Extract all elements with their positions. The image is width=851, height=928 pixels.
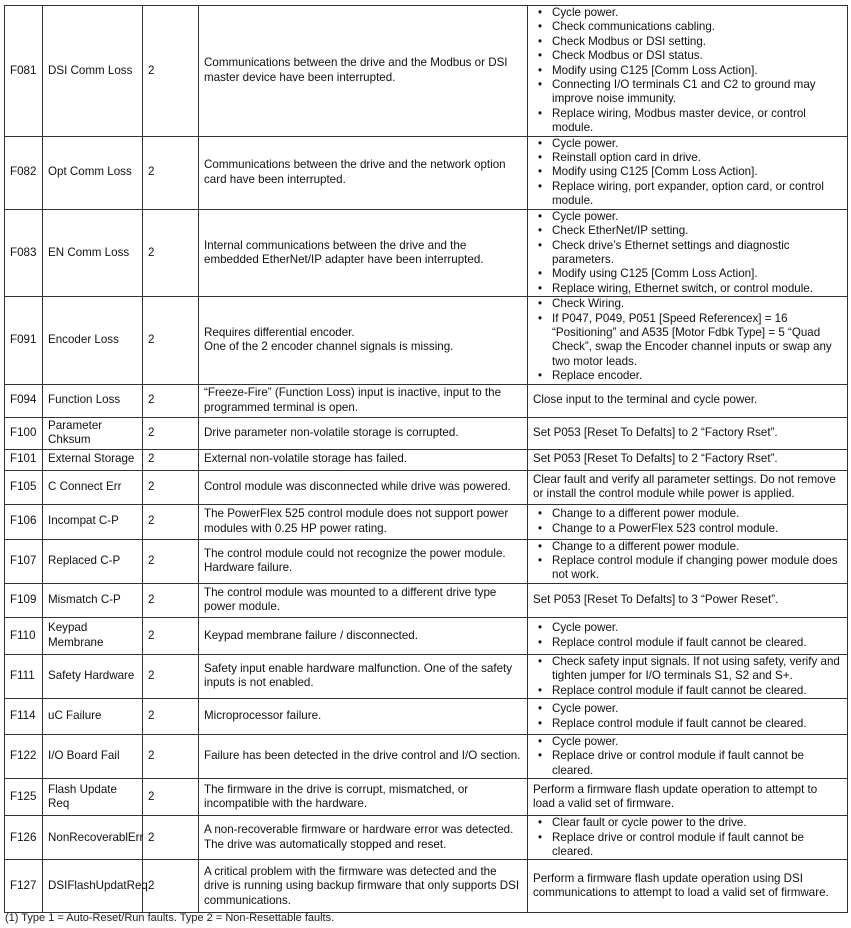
fault-description xyxy=(199,860,528,913)
description-line: Communications between the drive and the Modbus or DSI master device have been interrupted. xyxy=(204,56,508,84)
action-item: • Replace wiring, Ethernet switch, or control module. xyxy=(533,282,842,296)
fault-row xyxy=(5,417,848,449)
fault-row xyxy=(5,539,848,583)
fault-action xyxy=(528,6,848,137)
fault-name: Flash Update Req xyxy=(43,779,143,816)
fault-action xyxy=(528,654,848,698)
description-line: A critical problem with the firmware was detected and the drive is running using backup firmware that only supports DSI communications. xyxy=(204,864,520,907)
fault-code: F109 xyxy=(5,583,43,617)
description-line: Drive parameter non-volatile storage is corrupted. xyxy=(204,425,459,439)
action-list xyxy=(533,816,842,859)
action-item: • Replace drive or control module if fault cannot be cleared. xyxy=(533,831,842,860)
fault-description xyxy=(199,699,528,735)
fault-action: Clear fault and verify all parameter settings. Do not remove or install the control module while power is applied. xyxy=(528,470,848,504)
description-line: The control module could not recognize the power module. Hardware failure. xyxy=(204,546,506,575)
fault-type: 2 xyxy=(143,449,199,470)
fault-type: 2 xyxy=(143,735,199,779)
action-item: • Modify using C125 [Comm Loss Action]. xyxy=(533,267,842,281)
fault-code: F106 xyxy=(5,504,43,539)
fault-type: 2 xyxy=(143,617,199,654)
description-line: Safety input enable hardware malfunction. One of the safety inputs is not enabled. xyxy=(204,661,513,690)
fault-name: Encoder Loss xyxy=(43,297,143,384)
action-list xyxy=(533,6,842,136)
fault-name: External Storage xyxy=(43,449,143,470)
fault-description xyxy=(199,297,528,384)
description-line: “Freeze-Fire” (Function Loss) input is inactive, input to the programmed terminal is open. xyxy=(204,386,502,414)
fault-row xyxy=(5,136,848,209)
fault-description xyxy=(199,136,528,209)
action-item: • Replace control module if fault cannot be cleared. xyxy=(533,717,842,731)
fault-code: F127 xyxy=(5,860,43,913)
fault-name: DSIFlashUpdatReq xyxy=(43,860,143,913)
fault-code: F105 xyxy=(5,470,43,504)
action-item: • Connecting I/O terminals C1 and C2 to ground may improve noise immunity. xyxy=(533,78,842,107)
fault-description xyxy=(199,539,528,583)
action-list xyxy=(533,735,842,778)
action-item: • Cycle power. xyxy=(533,6,842,20)
footnote: (1) Type 1 = Auto-Reset/Run faults. Type 2 = Non-Resettable faults. xyxy=(5,912,335,924)
description-line: The firmware in the drive is corrupt, mismatched, or incompatible with the hardware. xyxy=(204,782,469,811)
fault-type: 2 xyxy=(143,504,199,539)
fault-row xyxy=(5,6,848,137)
action-item: • Cycle power. xyxy=(533,210,842,224)
fault-table-body xyxy=(5,6,848,913)
fault-action: Perform a firmware flash update operation using DSI communications to attempt to load a valid set of firmware. xyxy=(528,860,848,913)
action-item: • Reinstall option card in drive. xyxy=(533,151,842,165)
fault-type: 2 xyxy=(143,779,199,816)
action-item: • Replace wiring, port expander, option card, or control module. xyxy=(533,180,842,209)
action-item: • Replace wiring, Modbus master device, or control module. xyxy=(533,107,842,136)
fault-code: F091 xyxy=(5,297,43,384)
action-item: • Check Wiring. xyxy=(533,297,842,311)
fault-description xyxy=(199,384,528,417)
fault-action xyxy=(528,136,848,209)
description-line: Failure has been detected in the drive control and I/O section. xyxy=(204,749,521,763)
fault-type: 2 xyxy=(143,209,199,296)
fault-type: 2 xyxy=(143,136,199,209)
fault-row xyxy=(5,583,848,617)
description-line: Communications between the drive and the network option card have been interrupted. xyxy=(204,158,506,186)
fault-table xyxy=(4,5,848,913)
fault-type: 2 xyxy=(143,297,199,384)
fault-action xyxy=(528,504,848,539)
fault-code: F083 xyxy=(5,209,43,296)
action-item: • Check drive’s Ethernet settings and diagnostic parameters. xyxy=(533,239,842,268)
description-line: The PowerFlex 525 control module does not support power modules with 0.25 HP power rating. xyxy=(204,507,509,535)
fault-action: Close input to the terminal and cycle power. xyxy=(528,384,848,417)
action-item: • Replace encoder. xyxy=(533,369,842,383)
action-item: • Cycle power. xyxy=(533,735,842,749)
fault-code: F126 xyxy=(5,816,43,860)
fault-type: 2 xyxy=(143,539,199,583)
fault-description xyxy=(199,6,528,137)
action-list xyxy=(533,507,842,536)
description-line: The control module was mounted to a different drive type power module. xyxy=(204,585,497,614)
action-item: • Check communications cabling. xyxy=(533,20,842,34)
action-item: • Replace control module if changing power module does not work. xyxy=(533,554,842,583)
action-item: • Replace drive or control module if fault cannot be cleared. xyxy=(533,749,842,778)
fault-code: F100 xyxy=(5,417,43,449)
fault-row xyxy=(5,449,848,470)
fault-name: EN Comm Loss xyxy=(43,209,143,296)
fault-row xyxy=(5,297,848,384)
fault-description xyxy=(199,449,528,470)
description-line: Internal communications between the drive and the embedded EtherNet/IP adapter have been interrupted. xyxy=(204,238,484,266)
description-line: External non-volatile storage has failed. xyxy=(204,452,408,466)
fault-description xyxy=(199,617,528,654)
action-item: • Cycle power. xyxy=(533,137,842,151)
action-list xyxy=(533,210,842,296)
fault-code: F107 xyxy=(5,539,43,583)
fault-type: 2 xyxy=(143,384,199,417)
fault-type: 2 xyxy=(143,6,199,137)
fault-type: 2 xyxy=(143,583,199,617)
description-line: A non-recoverable firmware or hardware error was detected. The drive was automatically stopped and reset. xyxy=(204,823,514,851)
fault-name: Function Loss xyxy=(43,384,143,417)
fault-code: F125 xyxy=(5,779,43,816)
action-item: • Check EtherNet/IP setting. xyxy=(533,224,842,238)
action-item: • Modify using C125 [Comm Loss Action]. xyxy=(533,165,842,179)
fault-row xyxy=(5,470,848,504)
fault-action: Set P053 [Reset To Defalts] to 3 “Power Reset”. xyxy=(528,583,848,617)
action-item: • Modify using C125 [Comm Loss Action]. xyxy=(533,64,842,78)
fault-code: F114 xyxy=(5,699,43,735)
action-item: • Change to a PowerFlex 523 control module. xyxy=(533,522,842,536)
action-list xyxy=(533,621,842,650)
fault-type: 2 xyxy=(143,860,199,913)
fault-description xyxy=(199,470,528,504)
fault-name: Keypad Membrane xyxy=(43,617,143,654)
action-item: • Check safety input signals. If not using safety, verify and tighten jumper for I/O terminals S1, S2 and S+. xyxy=(533,655,842,684)
fault-description xyxy=(199,209,528,296)
action-item: • Cycle power. xyxy=(533,621,842,635)
action-list xyxy=(533,655,842,698)
fault-row xyxy=(5,816,848,860)
fault-code: F110 xyxy=(5,617,43,654)
action-list xyxy=(533,297,842,383)
fault-action xyxy=(528,539,848,583)
fault-name: uC Failure xyxy=(43,699,143,735)
fault-code: F081 xyxy=(5,6,43,137)
fault-action xyxy=(528,209,848,296)
action-item: • If P047, P049, P051 [Speed Referencex] = 16 “Positioning” and A535 [Motor Fdbk Type] = 5 “Quad Check”, swap the Encoder channel inputs or swap any two motor leads. xyxy=(533,312,842,370)
action-item: • Change to a different power module. xyxy=(533,540,842,554)
fault-row xyxy=(5,860,848,913)
action-list xyxy=(533,702,842,731)
fault-action xyxy=(528,699,848,735)
fault-type: 2 xyxy=(143,654,199,698)
description-line: Requires differential encoder. xyxy=(204,325,355,339)
fault-type: 2 xyxy=(143,699,199,735)
fault-action xyxy=(528,297,848,384)
fault-type: 2 xyxy=(143,417,199,449)
fault-name: I/O Board Fail xyxy=(43,735,143,779)
fault-action xyxy=(528,816,848,860)
description-line: Control module was disconnected while drive was powered. xyxy=(204,479,511,493)
fault-name: Parameter Chksum xyxy=(43,417,143,449)
fault-code: F111 xyxy=(5,654,43,698)
fault-name: DSI Comm Loss xyxy=(43,6,143,137)
action-item: • Change to a different power module. xyxy=(533,507,842,521)
fault-action: Perform a firmware flash update operation to attempt to load a valid set of firmware. xyxy=(528,779,848,816)
fault-row xyxy=(5,735,848,779)
fault-row xyxy=(5,699,848,735)
fault-name: C Connect Err xyxy=(43,470,143,504)
fault-row xyxy=(5,209,848,296)
description-line: Keypad membrane failure / disconnected. xyxy=(204,628,418,642)
fault-name: Incompat C-P xyxy=(43,504,143,539)
fault-description xyxy=(199,816,528,860)
description-line: One of the 2 encoder channel signals is missing. xyxy=(204,340,454,354)
fault-code: F082 xyxy=(5,136,43,209)
fault-description xyxy=(199,735,528,779)
fault-row xyxy=(5,654,848,698)
action-item: • Clear fault or cycle power to the drive. xyxy=(533,816,842,830)
description-line: Microprocessor failure. xyxy=(204,709,322,723)
fault-action xyxy=(528,735,848,779)
fault-name: Replaced C-P xyxy=(43,539,143,583)
fault-action: Set P053 [Reset To Defalts] to 2 “Factory Rset”. xyxy=(528,449,848,470)
action-list xyxy=(533,137,842,209)
fault-code: F094 xyxy=(5,384,43,417)
fault-description xyxy=(199,417,528,449)
fault-row xyxy=(5,779,848,816)
fault-description xyxy=(199,654,528,698)
action-item: • Replace control module if fault cannot be cleared. xyxy=(533,684,842,698)
fault-action: Set P053 [Reset To Defalts] to 2 “Factory Rset”. xyxy=(528,417,848,449)
action-item: • Replace control module if fault cannot be cleared. xyxy=(533,636,842,650)
fault-row xyxy=(5,384,848,417)
fault-action xyxy=(528,617,848,654)
fault-description xyxy=(199,583,528,617)
action-item: • Check Modbus or DSI setting. xyxy=(533,35,842,49)
fault-name: NonRecoverablErr xyxy=(43,816,143,860)
action-list xyxy=(533,540,842,583)
fault-type: 2 xyxy=(143,470,199,504)
fault-row xyxy=(5,504,848,539)
fault-code: F101 xyxy=(5,449,43,470)
fault-name: Opt Comm Loss xyxy=(43,136,143,209)
fault-row xyxy=(5,617,848,654)
fault-name: Mismatch C-P xyxy=(43,583,143,617)
fault-description xyxy=(199,779,528,816)
fault-description xyxy=(199,504,528,539)
fault-name: Safety Hardware xyxy=(43,654,143,698)
action-item: • Check Modbus or DSI status. xyxy=(533,49,842,63)
fault-code: F122 xyxy=(5,735,43,779)
action-item: • Cycle power. xyxy=(533,702,842,716)
fault-type: 2 xyxy=(143,816,199,860)
